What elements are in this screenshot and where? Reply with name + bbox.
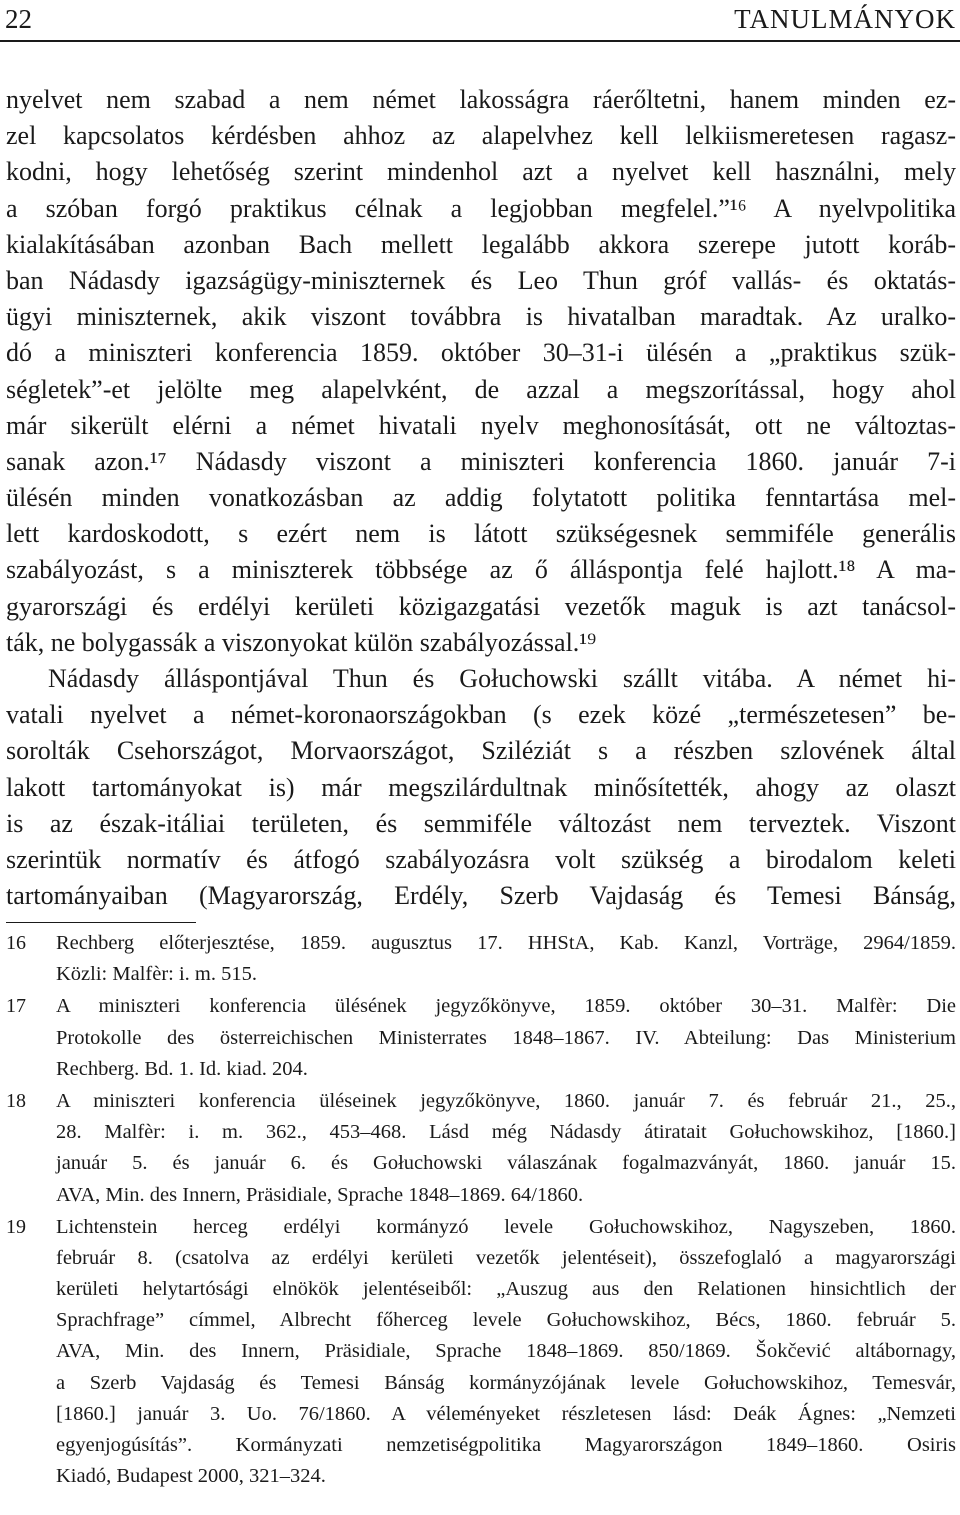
body-line: a szóban forgó praktikus célnak a legjobban megfelel.”¹⁶ A nyelvpolitika (6, 193, 956, 223)
footnote-line: AVA, Min. des Innern, Präsidiale, Sprache 1848–1869. 850/1869. Šokčević altábornagy, (56, 1340, 956, 1363)
body-line: zel kapcsolatos kérdésben ahhoz az alapelvhez kell lelkiismeretesen ragasz- (6, 121, 956, 151)
body-line: sanak azon.¹⁷ Nádasdy viszont a miniszteri konferencia 1860. január 7-i (6, 446, 956, 476)
body-line: lakott tartományokat is) már megszilárdultnak minősítették, ahogy az olaszt (6, 772, 956, 802)
footnote-rule (6, 922, 196, 923)
running-header (0, 0, 960, 42)
header-rule (0, 40, 960, 42)
footnote-number: 18 (6, 1089, 26, 1112)
footnote-line: AVA, Min. des Innern, Präsidiale, Sprache 1848–1869. 64/1860. (56, 1183, 584, 1206)
footnote-line: kerületi helytartósági elnökök jelentéseiből: „Auszug aus den Relationen hinsichtlich der (56, 1278, 956, 1301)
body-line: ban Nádasdy igazságügy-miniszternek és Leo Thun gróf vallás- és oktatás- (6, 265, 956, 295)
footnote-line: január 5. és január 6. és Gołuchowski válaszának fogalmazványát, 1860. január 15. (56, 1152, 956, 1175)
body-text (6, 82, 956, 914)
footnote-line: Rechberg előterjesztése, 1859. augusztus 17. HHStA, Kab. Kanzl, Vorträge, 2964/1859. (56, 932, 956, 954)
footnote-number: 17 (6, 995, 26, 1018)
footnote-line: Rechberg. Bd. 1. Id. kiad. 204. (56, 1057, 308, 1080)
body-line: ták, ne bolygassák a viszonyokat külön szabályozással.¹⁹ (6, 627, 597, 657)
body-line: kialakításában azonban Bach mellett legalább akkora szerepe jutott koráb- (6, 229, 956, 259)
footnote-16 (6, 928, 956, 990)
body-line: szabályozást, s a miniszterek többsége az ő álláspontja felé hajlott.¹⁸ A ma- (6, 555, 956, 585)
footnote-line: A miniszteri konferencia üléseinek jegyzőkönyve, 1860. január 7. és február 21., 25., (56, 1089, 956, 1112)
footnote-line: A miniszteri konferencia ülésének jegyzőkönyve, 1859. október 30–31. Malfèr: Die (56, 995, 956, 1018)
footnote-line: február 8. (csatolva az erdélyi kerületi vezetők jelentéseit), összefoglaló a magyarországi (56, 1246, 956, 1269)
footnotes (6, 928, 956, 1493)
body-line: kodni, hogy lehetőség szerint mindenhol azt a nyelvet kell használni, mely (6, 157, 956, 187)
body-line: dó a miniszteri konferencia 1859. október 30–31-i ülésén a „praktikus szük- (6, 338, 956, 368)
body-line: is az észak-itáliai területen, és semmiféle változást nem terveztek. Viszont (6, 808, 956, 838)
body-line: szerintük normatív és átfogó szabályozásra volt szükség a birodalom keleti (6, 844, 956, 874)
footnote-line: Sprachfrage” címmel, Albrecht főherceg levele Gołuchowskihoz, Bécs, 1860. február 5. (56, 1309, 956, 1332)
footnote-line: Kiadó, Budapest 2000, 321–324. (56, 1465, 326, 1488)
footnote-18 (6, 1086, 956, 1211)
footnote-number: 19 (6, 1215, 26, 1238)
body-line: Nádasdy álláspontjával Thun és Gołuchowski szállt vitába. A német hi- (48, 664, 956, 693)
footnote-17 (6, 991, 956, 1085)
body-line: nyelvet nem szabad a nem német lakosságra ráerőltetni, hanem minden ez- (6, 85, 956, 114)
body-line: ülésén minden vonatkozásban az addig folytatott politika fenntartása mel- (6, 483, 956, 513)
footnote-line: a Szerb Vajdaság és Temesi Bánság kormányzójának levele Gołuchowskihoz, Temesvár, (56, 1371, 956, 1394)
footnote-line: egyenjogúsítás”. Kormányzati nemzetiségpolitika Magyarországon 1849–1860. Osiris (56, 1434, 956, 1456)
footnote-line: 28. Malfèr: i. m. 362., 453–468. Lásd még Nádasdy átiratait Gołuchowskihoz, [1860.] (56, 1121, 956, 1144)
footnote-line: Protokolle des österreichischen Ministerrates 1848–1867. IV. Abteilung: Das Ministerium (56, 1026, 956, 1049)
body-line: vatali nyelvet a német-koronaországokban (s ezek közé „természetesen” be- (6, 700, 956, 730)
footnote-number: 16 (6, 932, 26, 954)
section-label: TANULMÁNYOK (734, 4, 956, 34)
body-line: gyarországi és erdélyi kerületi közigazgatási vezetők maguk is azt tanácsol- (6, 591, 956, 621)
body-line: tartományaiban (Magyarország, Erdély, Szerb Vajdaság és Temesi Bánság, (6, 881, 956, 911)
body-line: sorolták Csehországot, Morvaországot, Sziléziát s a részben szlovének által (6, 736, 956, 766)
body-line: már sikerült elérni a német hivatali nyelv meghonosítását, ott ne változtas- (6, 410, 956, 440)
body-line: ségletek”-et jelölte meg alapelvként, de azzal a megszorítással, hogy ahol (6, 374, 956, 404)
footnote-line: Lichtenstein herceg erdélyi kormányzó levele Gołuchowskihoz, Nagyszeben, 1860. (56, 1215, 956, 1238)
footnote-19 (6, 1212, 956, 1493)
page-number: 22 (5, 4, 32, 34)
body-line: lett kardoskodott, s ezért nem is látott szükségesnek semmiféle generális (6, 519, 956, 549)
footnote-line: [1860.] január 3. Uo. 76/1860. A véleményeket részletesen lásd: Deák Ágnes: „Nemzeti (56, 1402, 956, 1425)
body-line: ügyi miniszternek, akik viszont továbbra is hivatalban maradtak. Az uralko- (6, 302, 956, 332)
footnote-line: Közli: Malfèr: i. m. 515. (56, 963, 257, 986)
